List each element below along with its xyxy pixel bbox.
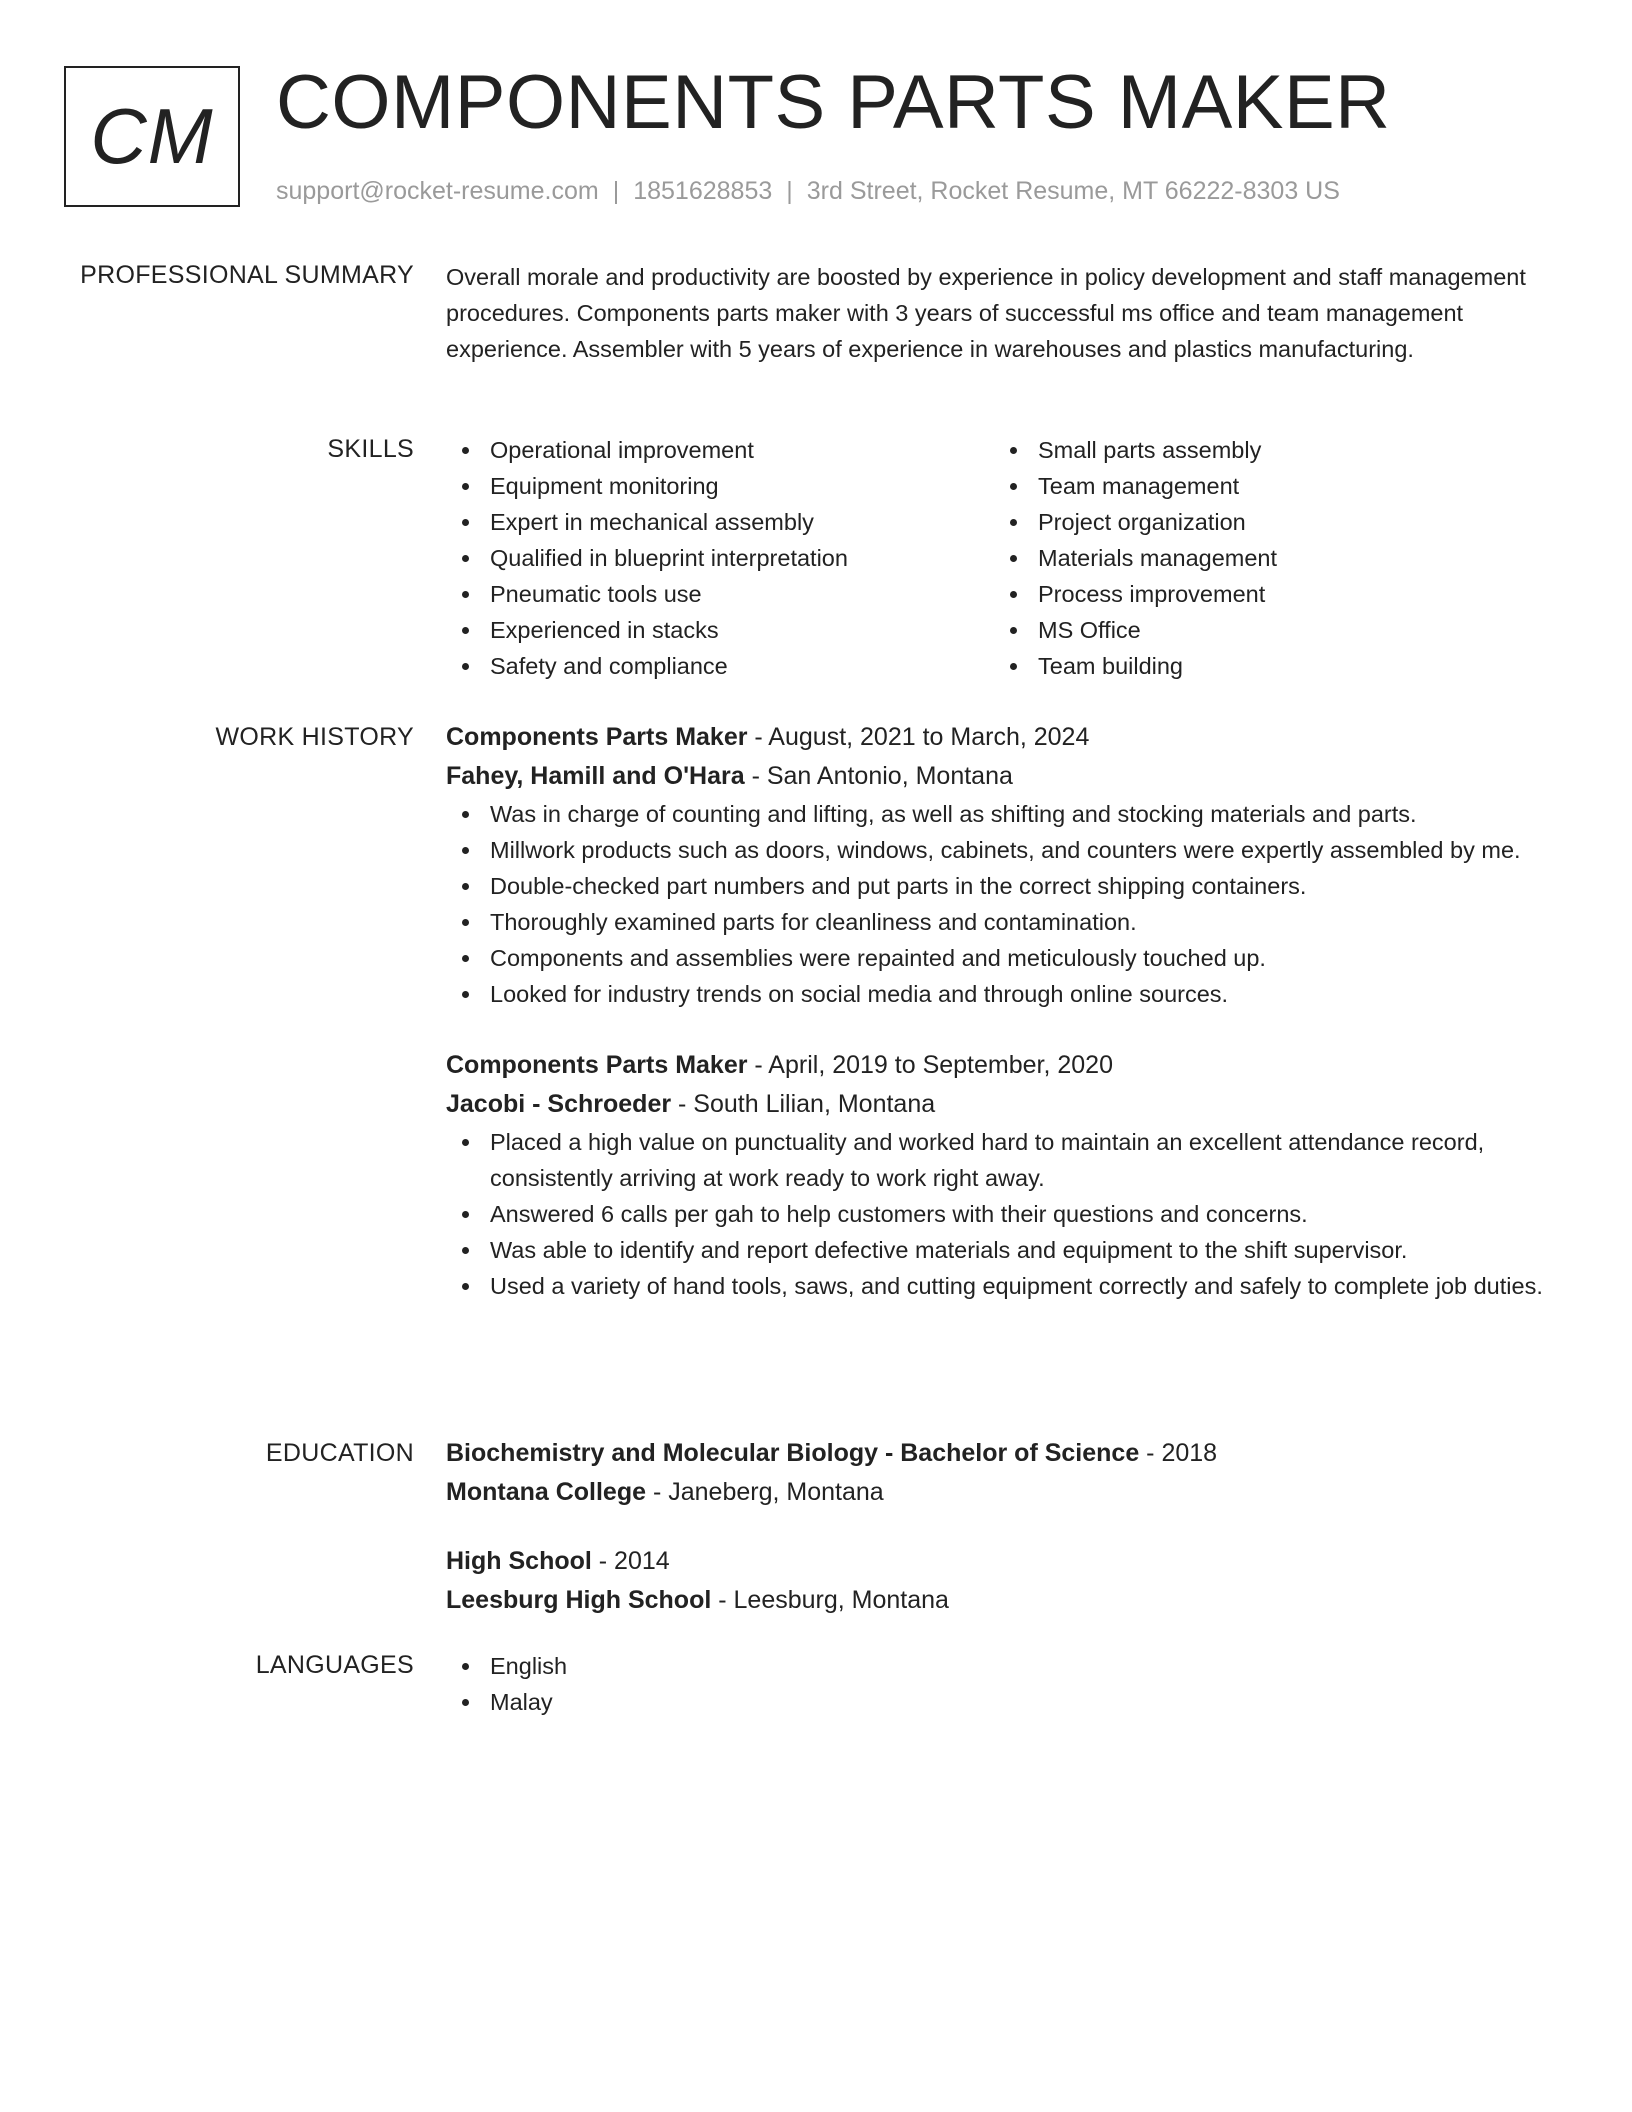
education-entry <box>446 1542 1546 1620</box>
skill-item: Team building <box>994 648 1542 684</box>
education-school-line <box>446 1472 1546 1512</box>
job-duty-item: Millwork products such as doors, windows, cabinets, and counters were expertly assembled by me. <box>446 832 1546 868</box>
job-duty-item: Components and assemblies were repainted and meticulously touched up. <box>446 940 1546 976</box>
job-title-line <box>446 718 1546 756</box>
languages-body <box>446 1648 1546 1720</box>
education-degree: High School <box>446 1547 592 1575</box>
job-duty-item: Used a variety of hand tools, saws, and cutting equipment correctly and safely to complete job duties. <box>446 1268 1546 1304</box>
contact-separator: | <box>786 177 793 205</box>
education-degree-line <box>446 1434 1546 1472</box>
job-title: Components Parts Maker <box>446 1051 748 1079</box>
candidate-name: COMPONENTS PARTS MAKER <box>276 60 1391 145</box>
skill-item: Small parts assembly <box>994 432 1542 468</box>
skill-item: Expert in mechanical assembly <box>446 504 994 540</box>
skills-columns <box>446 432 1546 684</box>
education-entry <box>446 1434 1546 1512</box>
skills-list-right <box>994 432 1542 684</box>
skill-item: Materials management <box>994 540 1542 576</box>
skill-item: Project organization <box>994 504 1542 540</box>
skill-item: Team management <box>994 468 1542 504</box>
work-history-body <box>446 718 1546 1304</box>
job-company: Jacobi - Schroeder <box>446 1090 672 1118</box>
job-duty-item: Placed a high value on punctuality and worked hard to maintain an excellent attendance record, consistently arriving at work ready to work right away. <box>446 1124 1546 1196</box>
contact-line <box>276 174 1340 208</box>
skill-item: Process improvement <box>994 576 1542 612</box>
education-year: - 2014 <box>591 1547 670 1575</box>
skill-item: Safety and compliance <box>446 648 994 684</box>
job-duty-item: Thoroughly examined parts for cleanliness and contamination. <box>446 904 1546 940</box>
job-title-line <box>446 1046 1546 1084</box>
contact-email: support@rocket-resume.com <box>276 177 599 205</box>
skill-item: Pneumatic tools use <box>446 576 994 612</box>
contact-phone: 1851628853 <box>633 177 773 205</box>
summary-text: Overall morale and productivity are boosted by experience in policy development and staff management procedures. Components parts maker with 3 years of successful ms office and team management experience. Assembler with 5 years of experience in warehouses and plastics manufacturing. <box>446 264 1526 362</box>
skill-item: MS Office <box>994 612 1542 648</box>
job-location: - South Lilian, Montana <box>671 1090 936 1118</box>
job-title: Components Parts Maker <box>446 723 748 751</box>
skill-item: Operational improvement <box>446 432 994 468</box>
job-duty-item: Looked for industry trends on social media and through online sources. <box>446 976 1546 1012</box>
monogram-box <box>64 66 240 207</box>
job-duty-item: Was able to identify and report defective materials and equipment to the shift supervisor. <box>446 1232 1546 1268</box>
section-label: PROFESSIONAL SUMMARY <box>80 261 414 289</box>
job-duties-list <box>446 796 1546 1012</box>
job-dates: - April, 2019 to September, 2020 <box>747 1051 1113 1079</box>
skills-body <box>446 432 1546 684</box>
section-label: LANGUAGES <box>255 1651 414 1679</box>
job-entry <box>446 1046 1546 1304</box>
job-company-line <box>446 1084 1546 1124</box>
monogram-initials: CM <box>90 92 214 180</box>
language-item: English <box>446 1648 1546 1684</box>
education-degree: Biochemistry and Molecular Biology - Bachelor of Science <box>446 1439 1140 1467</box>
skill-item: Experienced in stacks <box>446 612 994 648</box>
education-location: - Leesburg, Montana <box>711 1586 949 1614</box>
contact-address: 3rd Street, Rocket Resume, MT 66222-8303 US <box>806 177 1340 205</box>
education-location: - Janeberg, Montana <box>646 1478 884 1506</box>
skill-item: Qualified in blueprint interpretation <box>446 540 994 576</box>
education-degree-line <box>446 1542 1546 1580</box>
job-company: Fahey, Hamill and O'Hara <box>446 762 745 790</box>
job-entry <box>446 718 1546 1012</box>
section-label: SKILLS <box>327 435 414 463</box>
education-school: Leesburg High School <box>446 1586 712 1614</box>
job-dates: - August, 2021 to March, 2024 <box>747 723 1090 751</box>
languages-list <box>446 1648 1546 1720</box>
job-duty-item: Was in charge of counting and lifting, as well as shifting and stocking materials and parts. <box>446 796 1546 832</box>
job-company-line <box>446 756 1546 796</box>
education-school-line <box>446 1580 1546 1620</box>
skills-list-left <box>446 432 994 684</box>
job-location: - San Antonio, Montana <box>744 762 1013 790</box>
section-label: WORK HISTORY <box>215 723 414 751</box>
job-duty-item: Double-checked part numbers and put parts in the correct shipping containers. <box>446 868 1546 904</box>
skill-item: Equipment monitoring <box>446 468 994 504</box>
job-duties-list <box>446 1124 1546 1304</box>
education-body <box>446 1434 1546 1620</box>
job-duty-item: Answered 6 calls per gah to help customers with their questions and concerns. <box>446 1196 1546 1232</box>
language-item: Malay <box>446 1684 1546 1720</box>
education-school: Montana College <box>446 1478 647 1506</box>
education-year: - 2018 <box>1139 1439 1218 1467</box>
contact-separator: | <box>612 177 620 205</box>
section-label: EDUCATION <box>265 1439 414 1467</box>
summary-body <box>446 259 1546 367</box>
